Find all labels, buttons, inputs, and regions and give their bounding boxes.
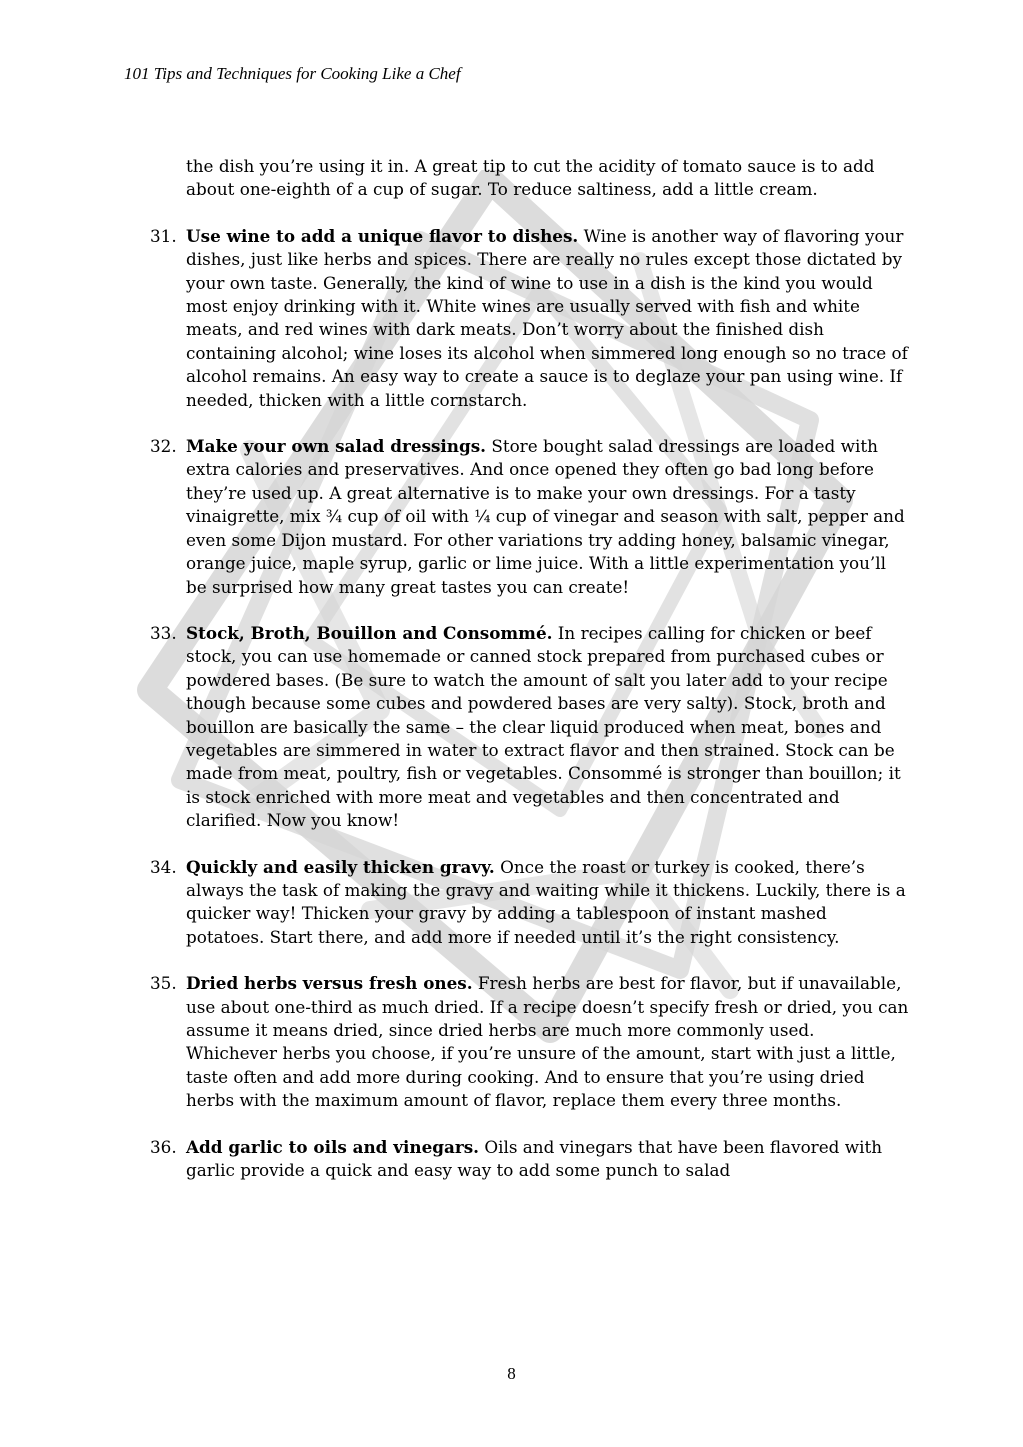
tip-number: 32. xyxy=(150,436,177,457)
tip-33 xyxy=(150,622,910,833)
tip-number: 33. xyxy=(150,622,177,643)
tip-title: Make your own salad dressings. xyxy=(186,436,486,457)
page-number: 8 xyxy=(507,1364,516,1383)
tip-number: 36. xyxy=(150,1136,177,1157)
tip-text: Fresh herbs are best for flavor, but if unavailable, use about one-third as much dried. If a recipe doesn’t specify fresh or dried, you can assume it means dried, since dried herbs are much more commonly used. Whichever herbs you choose, if you’re unsure of the amount, start with just a little, taste often and add more during cooking. And to ensure that you’re using dried herbs with the maximum amount of flavor, replace them every three months. xyxy=(186,973,909,1111)
page-body xyxy=(150,155,910,1205)
tip-text: Store bought salad dressings are loaded with extra calories and preservatives. And once opened they often go bad long before they’re used up. A great alternative is to make your own dressings. For a tasty vinaigrette, mix ¾ cup of oil with ¼ cup of vinegar and season with salt, pepper and even some Dijon mustard. For other variations try adding honey, balsamic vinegar, orange juice, maple syrup, garlic or lime juice. With a little experimentation you’ll be surprised how many great tastes you can create! xyxy=(186,436,905,597)
tip-text: Wine is another way of flavoring your dishes, just like herbs and spices. There are really no rules except those dictated by your own taste. Generally, the kind of wine to use in a dish is the kind you would most enjoy drinking with it. White wines are usually served with fish and white meats, and red wines with dark meats. Don’t worry about the finished dish containing alcohol; wine loses its alcohol when simmered long enough so no trace of alcohol remains. An easy way to create a sauce is to deglaze your pan using wine. If needed, thicken with a little cornstarch. xyxy=(186,225,908,410)
tip-text: Oils and vinegars that have been flavored with garlic provide a quick and easy way to add some punch to salad xyxy=(186,1136,882,1181)
tip-31 xyxy=(150,225,910,412)
tip-number: 34. xyxy=(150,856,177,877)
tip-text: In recipes calling for chicken or beef stock, you can use homemade or canned stock prepared from purchased cubes or powdered bases. (Be sure to watch the amount of salt you later add to your recipe though because some cubes and powdered bases are very salty). Stock, broth and bouillon are basically the same – the clear liquid produced when meat, bones and vegetables are simmered in water to extract flavor and then strained. Stock can be made from meat, poultry, fish or vegetables. Consommé is stronger than bouillon; it is stock enriched with more meat and vegetables and then concentrated and clarified. Now you know! xyxy=(186,622,901,831)
tip-text: Once the roast or turkey is cooked, there’s always the task of making the gravy and waiting while it thickens. Luckily, there is a quicker way! Thicken your gravy by adding a tablespoon of instant mashed potatoes. Start there, and add more if needed until it’s the right consistency. xyxy=(186,856,906,947)
tip-title: Stock, Broth, Bouillon and Consommé. xyxy=(186,622,553,643)
tip-32 xyxy=(150,435,910,599)
tip-title: Quickly and easily thicken gravy. xyxy=(186,856,495,877)
tip-title: Use wine to add a unique flavor to dishes. xyxy=(186,225,579,246)
tip-36 xyxy=(150,1136,910,1183)
tip-number: 35. xyxy=(150,973,177,994)
tip-35 xyxy=(150,972,910,1112)
running-header: 101 Tips and Techniques for Cooking Like a Chef xyxy=(124,64,461,83)
tip-number: 31. xyxy=(150,225,177,246)
tip-34 xyxy=(150,856,910,950)
tip-title: Dried herbs versus fresh ones. xyxy=(186,973,473,994)
tip-title: Add garlic to oils and vinegars. xyxy=(186,1136,479,1157)
carryover-paragraph: the dish you’re using it in. A great tip to cut the acidity of tomato sauce is to add about one-eighth of a cup of sugar. To reduce saltiness, add a little cream. xyxy=(186,156,875,200)
